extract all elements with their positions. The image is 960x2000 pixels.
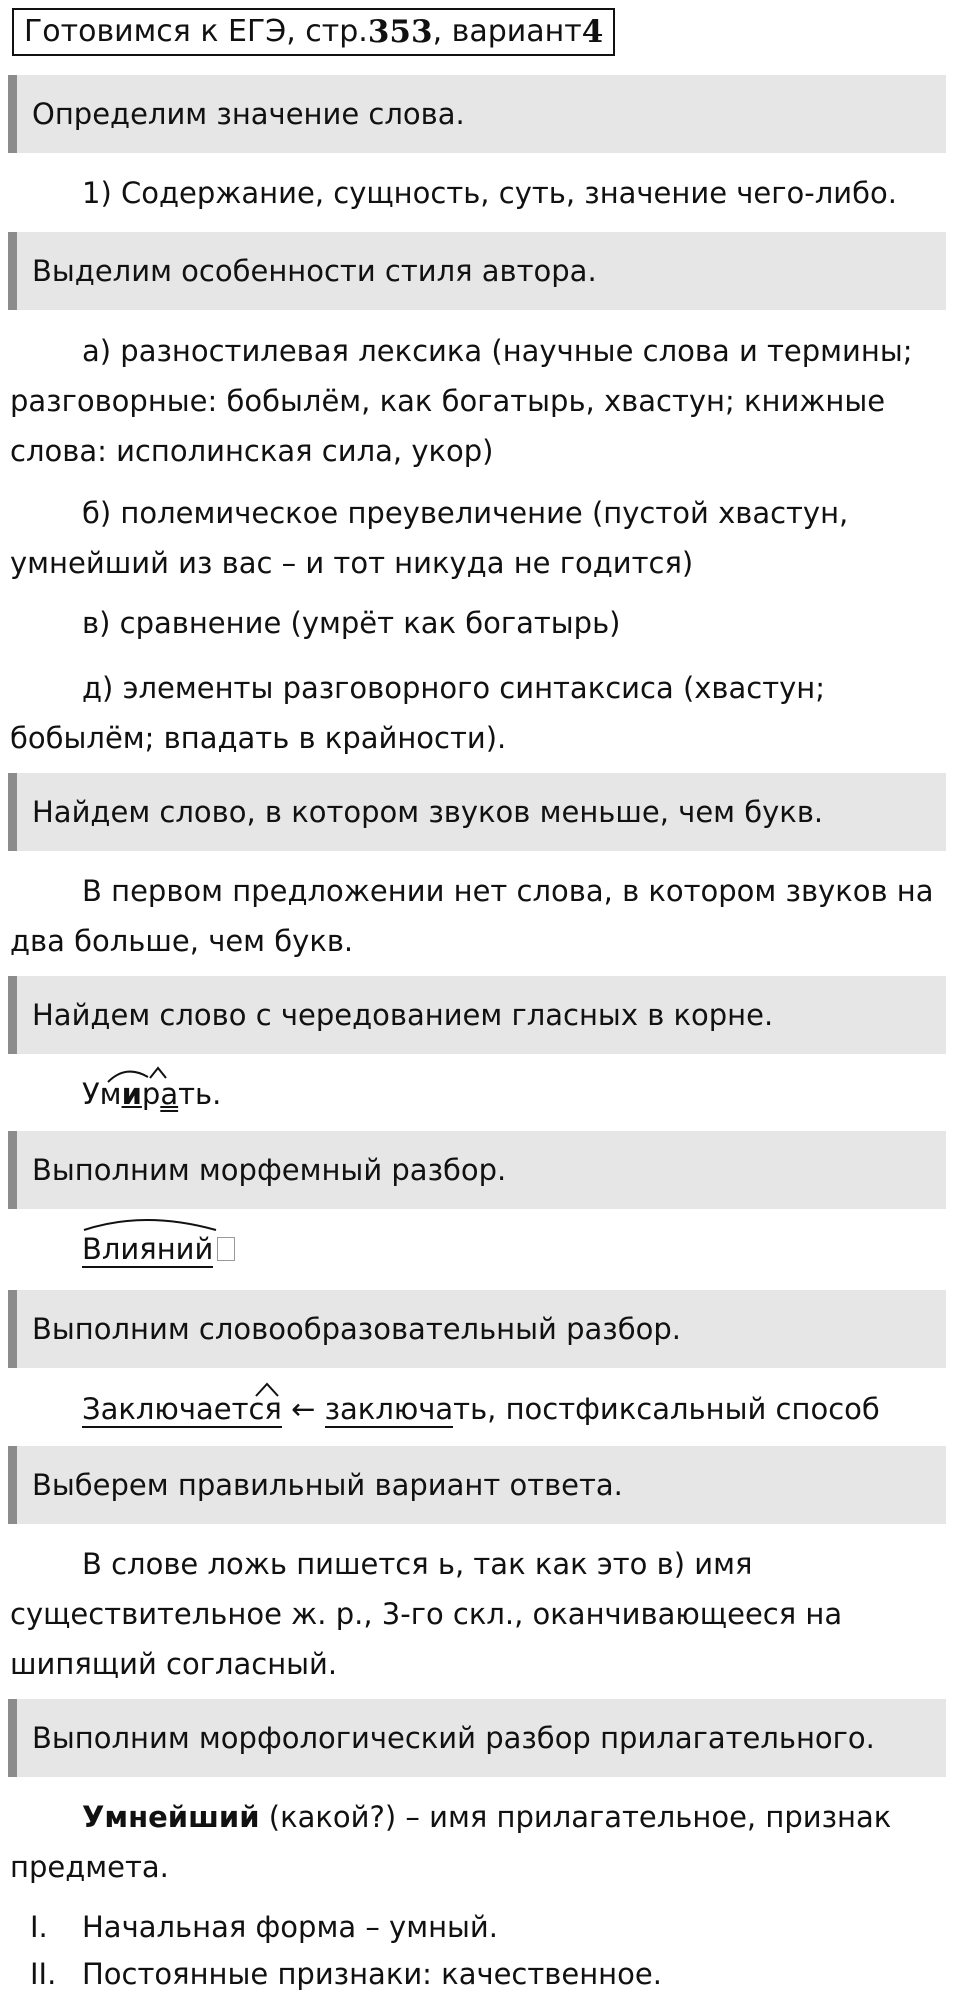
section-header-meaning: Определим значение слова. bbox=[8, 75, 946, 153]
root-arc-mark bbox=[82, 1058, 202, 1088]
analyzed-word: Умнейший bbox=[82, 1800, 260, 1834]
list-item: Постоянные признаки: качественное. bbox=[82, 1957, 662, 1991]
section-header-answer: Выберем правильный вариант ответа. bbox=[8, 1446, 946, 1524]
style-point-v: в) сравнение (умрёт как богатырь) bbox=[82, 606, 621, 640]
title-prefix: Готовимся к ЕГЭ, стр. bbox=[24, 14, 368, 49]
section-header-morpheme: Выполним морфемный разбор. bbox=[8, 1131, 946, 1209]
morphology-text: Умнейший (какой?) – имя прилагательное, признак предмета. bbox=[10, 1800, 892, 1884]
list-item-number: I. bbox=[30, 1910, 48, 1944]
ending-box bbox=[217, 1237, 235, 1261]
morpheme-word: Влияний bbox=[82, 1224, 235, 1274]
list-item: Начальная форма – умный. bbox=[82, 1910, 498, 1944]
title-variant-number: 4 bbox=[581, 13, 604, 50]
alternating-vowel: и bbox=[121, 1077, 142, 1111]
section-header-word-formation: Выполним словообразовательный разбор. bbox=[8, 1290, 946, 1368]
root-arc-mark bbox=[82, 1210, 232, 1236]
style-point-a: а) разностилевая лексика (научные слова и термины; разговорные: бобылём, как богатырь, хвастун; книжные слова: исполинская сила, укор) bbox=[10, 334, 913, 468]
alternation-word: Умирать. bbox=[82, 1077, 222, 1111]
word-formation-line: Заключается ← заключать, постфиксальный способ bbox=[82, 1392, 880, 1426]
style-point-d: д) элементы разговорного синтаксиса (хвастун; бобылём; впадать в крайности). bbox=[10, 671, 826, 755]
section-header-style: Выделим особенности стиля автора. bbox=[8, 232, 946, 310]
answer-text: В слове ложь пишется ь, так как это в) имя существительное ж. р., 3-го скл., оканчивающееся на шипящий согласный. bbox=[10, 1547, 843, 1681]
sounds-text: В первом предложении нет слова, в котором звуков на два больше, чем букв. bbox=[10, 874, 934, 958]
title-mid: , вариант bbox=[432, 14, 582, 49]
section-header-morphology: Выполним морфологический разбор прилагательного. bbox=[8, 1699, 946, 1777]
list-item-number: II. bbox=[30, 1957, 57, 1991]
style-point-b: б) полемическое преувеличение (пустой хвастун, умнейший из вас – и тот никуда не годится) bbox=[10, 496, 849, 580]
suffix-vowel: а bbox=[160, 1077, 179, 1111]
section-header-alternation: Найдем слово с чередованием гласных в корне. bbox=[8, 976, 946, 1054]
suffix-mark bbox=[170, 1374, 310, 1404]
section-header-sounds: Найдем слово, в котором звуков меньше, чем букв. bbox=[8, 773, 946, 851]
meaning-text: 1) Содержание, сущность, суть, значение чего-либо. bbox=[82, 176, 897, 210]
title-page-number: 353 bbox=[367, 13, 433, 50]
page-title bbox=[12, 8, 615, 56]
